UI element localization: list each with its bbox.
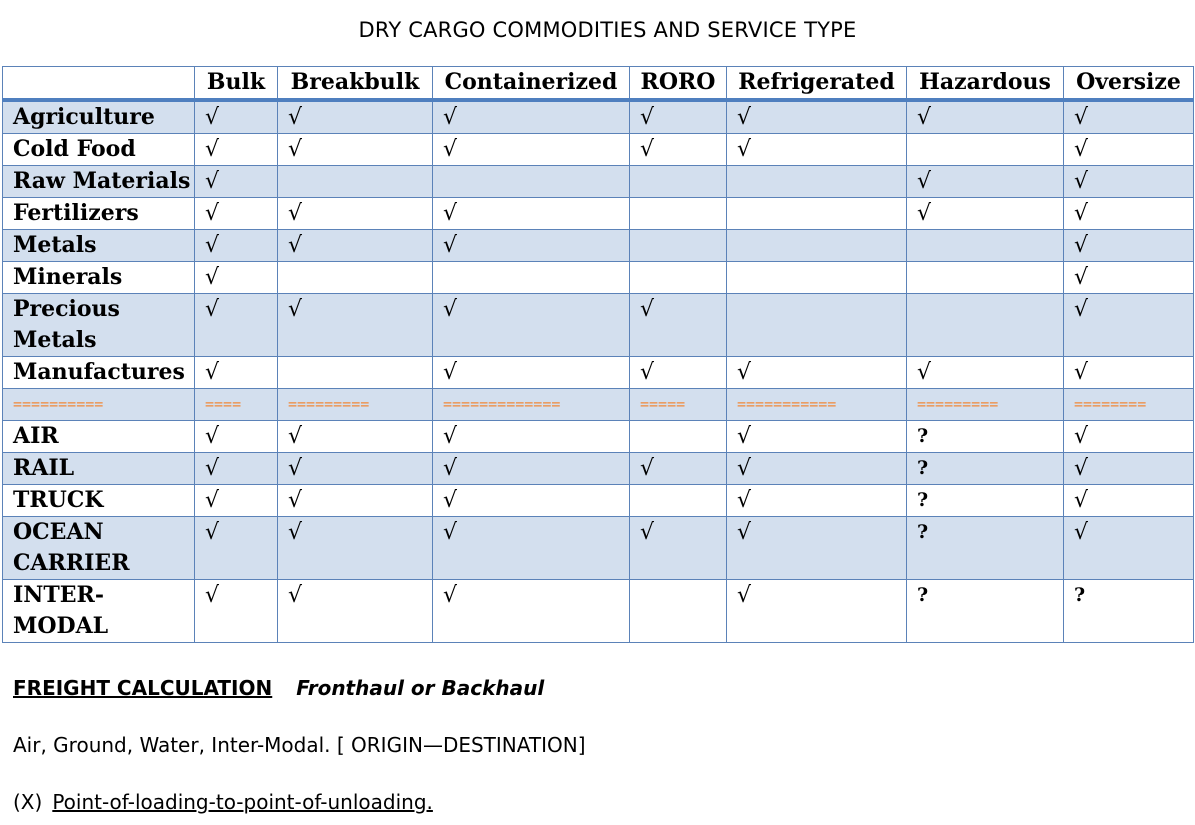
check-mark: √ — [195, 230, 278, 262]
table-row — [3, 357, 1194, 389]
empty-cell — [727, 294, 907, 357]
check-mark: √ — [907, 198, 1064, 230]
table-row — [3, 134, 1194, 166]
check-mark: √ — [433, 294, 630, 357]
check-mark: √ — [278, 421, 433, 453]
column-header: Containerized — [433, 67, 630, 101]
separator-cell: ======== — [1064, 389, 1194, 421]
check-mark: √ — [1064, 357, 1194, 389]
check-mark: √ — [1064, 230, 1194, 262]
empty-cell — [727, 262, 907, 294]
check-mark: √ — [1064, 485, 1194, 517]
check-mark: √ — [278, 198, 433, 230]
column-header: Hazardous — [907, 67, 1064, 101]
check-mark: √ — [195, 166, 278, 198]
check-mark: √ — [278, 100, 433, 134]
check-mark: √ — [195, 357, 278, 389]
row-label: Cold Food — [3, 134, 195, 166]
unknown-mark: ? — [907, 580, 1064, 643]
empty-cell — [630, 580, 727, 643]
table-row — [3, 485, 1194, 517]
check-mark: √ — [1064, 100, 1194, 134]
check-mark: √ — [195, 453, 278, 485]
check-mark: √ — [1064, 421, 1194, 453]
separator-cell: ===== — [630, 389, 727, 421]
check-mark: √ — [1064, 134, 1194, 166]
header-corner — [3, 67, 195, 101]
freight-heading: FREIGHT CALCULATION — [13, 676, 273, 700]
check-mark: √ — [195, 262, 278, 294]
separator-cell: ========= — [907, 389, 1064, 421]
table-row — [3, 262, 1194, 294]
check-mark: √ — [433, 517, 630, 580]
table-row — [3, 294, 1194, 357]
row-label: Agriculture — [3, 100, 195, 134]
check-mark: √ — [433, 421, 630, 453]
empty-cell — [727, 166, 907, 198]
check-mark: √ — [195, 100, 278, 134]
empty-cell — [630, 485, 727, 517]
empty-cell — [433, 262, 630, 294]
x-text: Point-of-loading-to-point-of-unloading. — [52, 790, 433, 814]
check-mark: √ — [1064, 166, 1194, 198]
separator-cell: =========== — [727, 389, 907, 421]
row-label: INTER-MODAL — [3, 580, 195, 643]
row-label: TRUCK — [3, 485, 195, 517]
empty-cell — [907, 294, 1064, 357]
check-mark: √ — [630, 453, 727, 485]
check-mark: √ — [727, 453, 907, 485]
unknown-mark: ? — [907, 485, 1064, 517]
check-mark: √ — [278, 485, 433, 517]
empty-cell — [278, 357, 433, 389]
row-label: ========== — [3, 389, 195, 421]
row-label: Fertilizers — [3, 198, 195, 230]
x-label: (X) — [13, 790, 43, 814]
separator-cell: ==== — [195, 389, 278, 421]
table-row — [3, 517, 1194, 580]
check-mark: √ — [433, 198, 630, 230]
modes-line: Air, Ground, Water, Inter-Modal. [ ORIGIN—DESTINATION] — [13, 733, 586, 757]
check-mark: √ — [1064, 453, 1194, 485]
separator-cell: ============= — [433, 389, 630, 421]
empty-cell — [630, 198, 727, 230]
table-row — [3, 453, 1194, 485]
column-header: RORO — [630, 67, 727, 101]
check-mark: √ — [195, 485, 278, 517]
row-label: AIR — [3, 421, 195, 453]
check-mark: √ — [433, 100, 630, 134]
check-mark: √ — [630, 134, 727, 166]
check-mark: √ — [1064, 198, 1194, 230]
check-mark: √ — [278, 517, 433, 580]
check-mark: √ — [278, 294, 433, 357]
table-row — [3, 580, 1194, 643]
column-header: Breakbulk — [278, 67, 433, 101]
empty-cell — [727, 230, 907, 262]
empty-cell — [727, 198, 907, 230]
table-header-row — [3, 67, 1194, 101]
row-label: Minerals — [3, 262, 195, 294]
check-mark: √ — [1064, 294, 1194, 357]
unknown-mark: ? — [907, 421, 1064, 453]
unknown-mark: ? — [907, 453, 1064, 485]
check-mark: √ — [433, 485, 630, 517]
check-mark: √ — [195, 134, 278, 166]
check-mark: √ — [727, 517, 907, 580]
check-mark: √ — [195, 294, 278, 357]
check-mark: √ — [195, 580, 278, 643]
x-line — [13, 790, 433, 814]
empty-cell — [433, 166, 630, 198]
document-title: DRY CARGO COMMODITIES AND SERVICE TYPE — [358, 18, 857, 42]
check-mark: √ — [278, 580, 433, 643]
check-mark: √ — [630, 517, 727, 580]
unknown-mark: ? — [1064, 580, 1194, 643]
check-mark: √ — [433, 453, 630, 485]
check-mark: √ — [278, 453, 433, 485]
check-mark: √ — [630, 100, 727, 134]
empty-cell — [907, 134, 1064, 166]
freight-subheading: Fronthaul or Backhaul — [296, 676, 545, 700]
table-row — [3, 166, 1194, 198]
row-label: Metals — [3, 230, 195, 262]
empty-cell — [630, 262, 727, 294]
check-mark: √ — [727, 357, 907, 389]
check-mark: √ — [195, 517, 278, 580]
separator-cell: ========= — [278, 389, 433, 421]
check-mark: √ — [630, 357, 727, 389]
check-mark: √ — [907, 166, 1064, 198]
check-mark: √ — [907, 357, 1064, 389]
row-label: Precious Metals — [3, 294, 195, 357]
column-header: Refrigerated — [727, 67, 907, 101]
row-label: Manufactures — [3, 357, 195, 389]
column-header: Bulk — [195, 67, 278, 101]
check-mark: √ — [195, 421, 278, 453]
check-mark: √ — [433, 230, 630, 262]
row-label: Raw Materials — [3, 166, 195, 198]
check-mark: √ — [433, 357, 630, 389]
check-mark: √ — [278, 134, 433, 166]
table-row — [3, 100, 1194, 134]
table-row — [3, 230, 1194, 262]
check-mark: √ — [727, 421, 907, 453]
table-row — [3, 198, 1194, 230]
check-mark: √ — [433, 580, 630, 643]
check-mark: √ — [1064, 517, 1194, 580]
unknown-mark: ? — [907, 517, 1064, 580]
separator-row — [3, 389, 1194, 421]
table-row — [3, 421, 1194, 453]
freight-calculation — [13, 676, 544, 700]
empty-cell — [278, 262, 433, 294]
empty-cell — [278, 166, 433, 198]
check-mark: √ — [630, 294, 727, 357]
row-label: RAIL — [3, 453, 195, 485]
check-mark: √ — [727, 134, 907, 166]
empty-cell — [630, 230, 727, 262]
empty-cell — [907, 230, 1064, 262]
row-label: OCEAN CARRIER — [3, 517, 195, 580]
column-header: Oversize — [1064, 67, 1194, 101]
empty-cell — [630, 421, 727, 453]
commodities-table — [2, 66, 1194, 643]
empty-cell — [630, 166, 727, 198]
check-mark: √ — [278, 230, 433, 262]
table-body — [3, 100, 1194, 643]
check-mark: √ — [433, 134, 630, 166]
check-mark: √ — [1064, 262, 1194, 294]
check-mark: √ — [907, 100, 1064, 134]
empty-cell — [907, 262, 1064, 294]
check-mark: √ — [727, 485, 907, 517]
check-mark: √ — [727, 100, 907, 134]
check-mark: √ — [727, 580, 907, 643]
check-mark: √ — [195, 198, 278, 230]
